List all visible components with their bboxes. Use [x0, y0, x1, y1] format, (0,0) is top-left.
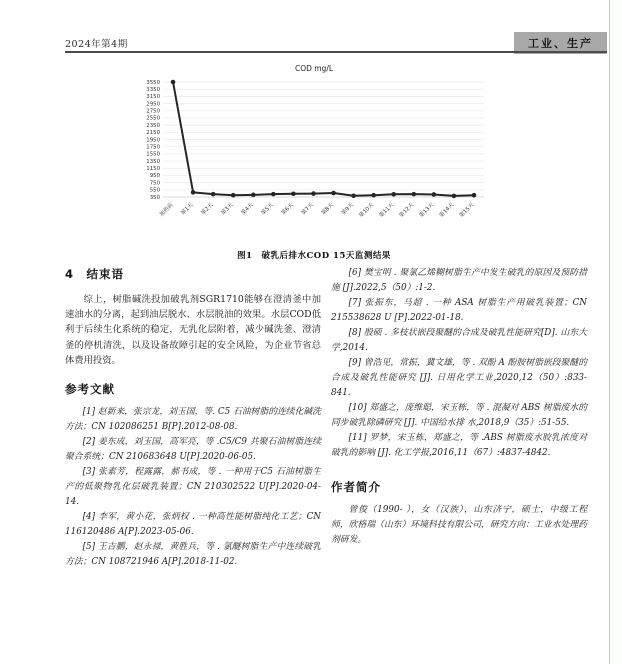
reference-item: [9] 曾浩见，常振，冀文雄，等 . 双酚 A 酚胺树脂嵌段聚醚的合成及破乳性能研究 [J]. 日用化学工业,2020,12（50）:833- 841. [331, 358, 587, 398]
reference-item: [3] 张素芳，程露露，郝书成，等 . 一种用于C5 石油树脂生产的低聚物乳化层破乳装置；CN 210302522 U[P].2020-04-14. [65, 467, 321, 508]
reference-item: [8] 殷硕 . 多枝状嵌段聚醚的合成及破乳性能研究[D]. 山东大学,2014. [331, 328, 587, 353]
references-heading: 参考文献 [65, 382, 115, 397]
y-tick-label: 750 [149, 180, 160, 187]
x-tick-label: 第11天 [378, 202, 396, 219]
data-point-marker [411, 192, 416, 197]
y-tick-label: 1750 [146, 144, 160, 151]
reference-item: [1] 赵新来，张宗龙，刘玉国，等. C5 石油树脂的连续化碱洗方法；CN 102086251 B[P].2012-08-08. [65, 407, 321, 433]
y-tick-label: 350 [149, 194, 160, 201]
reference-item: [5] 王吉鹏，赵永禄，黄胜兵，等 . 氯醚树脂生产中连续破乳方法；CN 108721946 A[P].2018-11-02. [65, 542, 321, 568]
reference-item: [2] 姜东成，刘玉国，高军亮，等 .C5/C9 共聚石油树脂连续聚合系统；CN 210683648 U[P].2020-06-05. [65, 437, 321, 463]
y-tick-label: 950 [149, 173, 160, 180]
data-point-marker [311, 191, 316, 196]
data-point-marker [211, 192, 216, 197]
references-list-right [331, 266, 587, 461]
section-badge: 工业、生产 [514, 32, 607, 54]
data-point-marker [391, 192, 396, 197]
data-point-marker [191, 190, 196, 195]
data-point-marker [251, 193, 256, 198]
x-tick-label: 第15天 [458, 202, 476, 219]
page-edge-outside [610, 0, 622, 664]
data-point-marker [291, 191, 296, 196]
x-tick-label: 第2天 [200, 202, 215, 217]
x-tick-label: 第13天 [418, 202, 436, 219]
right-column [331, 266, 587, 548]
y-tick-label: 2950 [146, 101, 160, 108]
x-tick-label: 第8天 [320, 202, 335, 217]
x-tick-label: 第4天 [240, 202, 255, 217]
reference-item: [4] 李军，黄小花，张炳权 . 一种高性能树脂纯化工艺；CN 116120486 A[P].2023-05-06. [65, 512, 321, 538]
data-point-marker [231, 193, 236, 198]
x-tick-label: 第10天 [358, 202, 376, 219]
reference-item: [7] 张振东，马超 . 一种 ASA 树脂生产用破乳装置；CN 215538628 U [P].2022-01-18. [331, 298, 587, 323]
data-point-marker [351, 193, 356, 198]
reference-item: [10] 郑盛之，庞维聪，宋玉栋，等 . 混凝对 ABS 树脂废水的同步破乳除磷研究 [J]. 中国给水排 水,2018,9（35）:51-55. [331, 403, 588, 428]
header-rule [65, 51, 607, 53]
x-tick-label: 第3天 [220, 202, 235, 217]
cod-line-chart [137, 75, 491, 233]
conclusion-heading: 4 结束语 [65, 267, 125, 281]
data-point-marker [331, 191, 336, 196]
y-tick-label: 550 [149, 187, 160, 194]
data-point-marker [271, 192, 276, 197]
conclusion-paragraph: 综上，树脂碱洗投加破乳剂SGR1710能够在澄清釜中加速油水的分离，起到油层脱水、水层脱油的效果。水层COD低利于后续生化系统的稳定，无乳化层附着，减少碱洗釜、澄清釜的停机清洗，以及设备故障引起的安全风险，为企业节省总体费用投资。 [65, 294, 321, 366]
y-tick-label: 2350 [146, 122, 160, 129]
y-tick-label: 3550 [146, 79, 160, 86]
y-tick-label: 1950 [146, 137, 160, 144]
x-tick-label: 加药前 [158, 202, 175, 218]
y-tick-label: 1550 [146, 151, 160, 158]
chart-title: COD mg/L [294, 64, 334, 73]
data-point-marker [452, 194, 457, 199]
data-point-marker [472, 193, 477, 198]
y-tick-label: 2550 [146, 115, 160, 122]
x-tick-label: 第14天 [438, 202, 456, 219]
author-bio: 曾俊（1990- ），女（汉族），山东济宁，硕士，中级工程师，欣格瑞（山东）环境科技有限公司，研究方向：工业水处理药剂研发。 [331, 505, 587, 545]
data-point-marker [171, 80, 176, 85]
x-tick-label: 第6天 [280, 202, 295, 217]
cod-chart-block [137, 64, 491, 261]
y-tick-label: 3150 [146, 94, 160, 101]
reference-item: [6] 樊宝明 . 聚氯乙烯糊树脂生产中发生破乳的原因及预防措施 [J].2022,5（50）:1-2. [331, 268, 587, 293]
x-tick-label: 第7天 [300, 202, 315, 217]
y-tick-label: 1150 [146, 166, 160, 173]
data-point-marker [432, 192, 437, 197]
author-heading: 作者简介 [331, 480, 381, 494]
references-list-left [65, 405, 321, 570]
y-tick-label: 2150 [146, 130, 160, 137]
x-tick-label: 第5天 [260, 202, 275, 217]
cod-series-line [173, 82, 474, 196]
x-tick-label: 第9天 [340, 202, 356, 217]
y-tick-label: 2750 [146, 108, 160, 115]
y-tick-label: 1350 [146, 158, 160, 165]
figure-caption: 图1 破乳后排水COD 15天监测结果 [237, 251, 391, 261]
left-column [65, 266, 321, 570]
x-tick-label: 第1天 [180, 202, 195, 217]
issue-label: 2024年第4期 [65, 39, 128, 50]
x-tick-label: 第12天 [398, 202, 416, 219]
reference-item: [11] 罗梦，宋玉栋，郑盛之，等 .ABS 树脂废水胶乳浓度对破乳的影响 [J]. 化工学报,2016,11（67）:4837-4842. [331, 433, 587, 458]
y-tick-label: 3350 [146, 86, 160, 93]
data-point-marker [371, 193, 376, 198]
